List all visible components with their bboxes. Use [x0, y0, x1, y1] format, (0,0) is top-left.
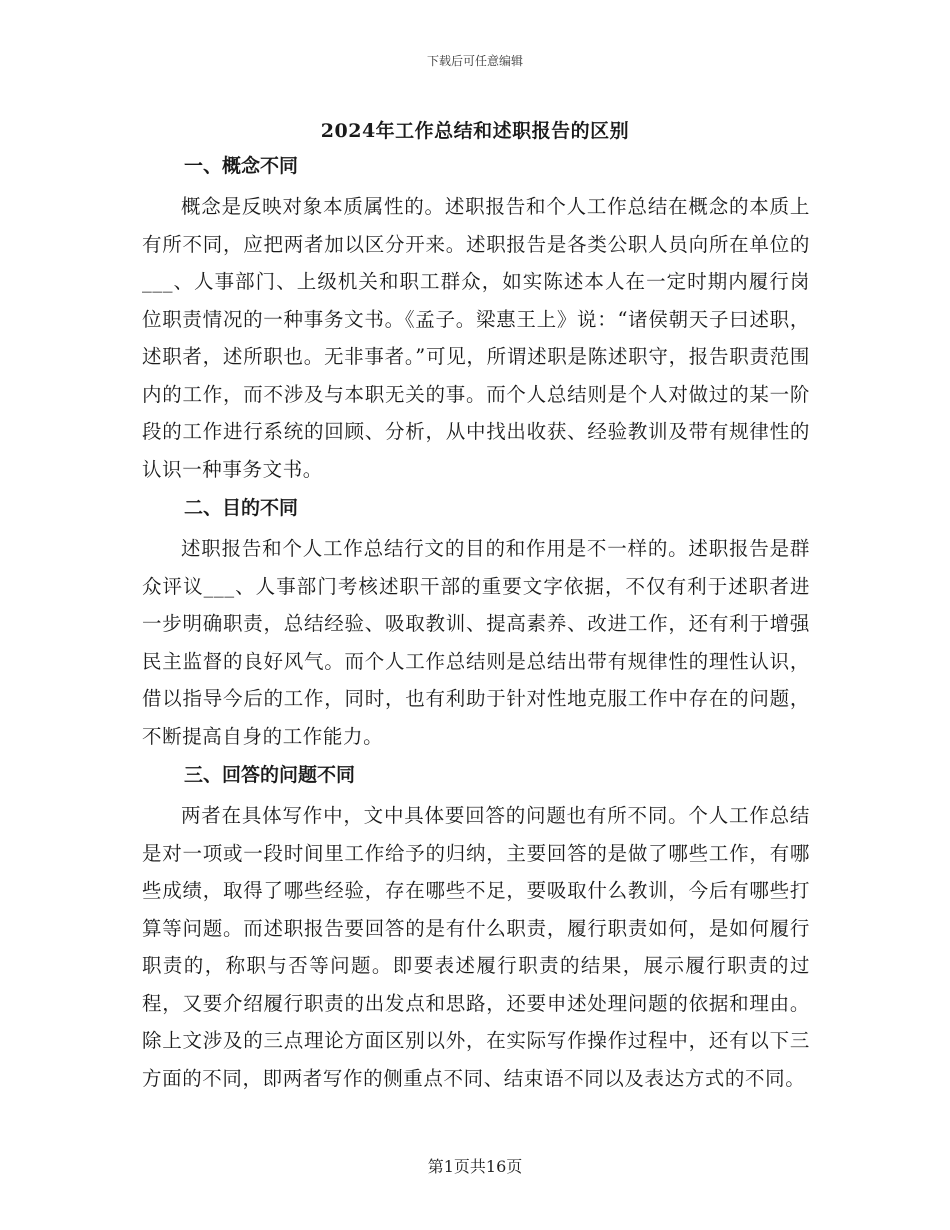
page-number: 第1页共16页	[427, 1157, 523, 1176]
section-heading-concept: 一、概念不同	[184, 155, 299, 177]
section-paragraph-purpose: 述职报告和个人工作总结行文的目的和作用是不一样的。述职报告是群众评议___、人事部门考核述职干部的重要文字依据，不仅有利于述职者进一步明确职责，总结经验、吸取教训、提高素养、改进工作，还有利于增强民主监督的良好风气。而个人工作总结则是总结出带有规律性的理性认识，借以指导今后的工作，同时，也有利助于针对性地克服工作中存在的问题，不断提高自身的工作能力。	[142, 537, 810, 748]
section-heading-purpose: 二、目的不同	[184, 497, 299, 519]
section-paragraph-concept: 概念是反映对象本质属性的。述职报告和个人工作总结在概念的本质上有所不同，应把两者加以区分开来。述职报告是各类公职人员向所在单位的___、人事部门、上级机关和职工群众，如实陈述本人在一定时期内履行岗位职责情况的一种事务文书。《孟子。梁惠王上》说：“诸侯朝天子曰述职，述职者，述所职也。无非事者。”可见，所谓述职是陈述职守，报告职责范围内的工作，而不涉及与本职无关的事。而个人总结则是个人对做过的某一阶段的工作进行系统的回顾、分析，从中找出收获、经验教训及带有规律性的认识一种事务文书。	[142, 195, 810, 481]
document-title: 2024年工作总结和述职报告的区别	[320, 120, 630, 142]
section-heading-questions: 三、回答的问题不同	[184, 764, 356, 786]
document-body	[142, 150, 810, 1101]
section-paragraph-questions: 两者在具体写作中，文中具体要回答的问题也有所不同。个人工作总结是对一项或一段时间里工作给予的归纳，主要回答的是做了哪些工作，有哪些成绩，取得了哪些经验，存在哪些不足，要吸取什么教训，今后有哪些打算等问题。而述职报告要回答的是有什么职责，履行职责如何，是如何履行职责的，称职与否等问题。即要表述履行职责的结果，展示履行职责的过程，又要介绍履行职责的出发点和思路，还要申述处理问题的依据和理由。除上文涉及的三点理论方面区别以外，在实际写作操作过程中，还有以下三方面的不同，即两者写作的侧重点不同、结束语不同以及表达方式的不同。	[142, 804, 810, 1090]
header-note: 下载后可任意编辑	[426, 54, 523, 68]
